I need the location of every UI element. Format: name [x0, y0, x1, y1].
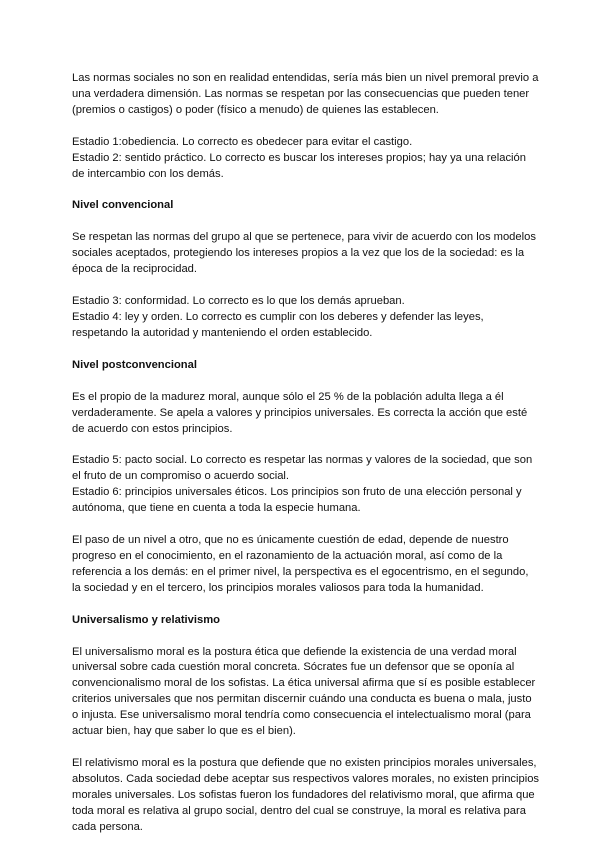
stage-1-text: Estadio 1:obediencia. Lo correcto es obedecer para evitar el castigo. — [72, 135, 413, 148]
stage-4-text: Estadio 4: ley y orden. Lo correcto es cumplir con los deberes y defender las leyes, respetando la autoridad y manteniendo el orden establecido. — [72, 310, 484, 339]
postconventional-intro: Es el propio de la madurez moral, aunque sólo el 25 % de la población adulta llega a él verdaderamente. Se apela a valores y principios universales. Es correcta la acción que esté de acuerdo con estos principios. — [72, 390, 528, 435]
level-transition-paragraph: El paso de un nivel a otro, que no es únicamente cuestión de edad, depende de nuestro progreso en el conocimiento, en el razonamiento de la actuación moral, así como de la referencia a los demás: en el primer nivel, la perspectiva es el egocentrismo, en el segundo, la sociedad y en el tercero, los principios morales valiosos para toda la humanidad. — [72, 534, 529, 594]
stage-2-text: Estadio 2: sentido práctico. Lo correcto es buscar los intereses propios; hay ya una relación de intercambio con los demás. — [72, 151, 526, 180]
universalism-paragraph: El universalismo moral es la postura ética que defiende la existencia de una verdad moral universal sobre cada cuestión moral concreta. Sócrates fue un defensor que se oponía al convencionalismo moral de los sofistas. La ética universal afirma que sí es posible establecer criterios universales que nos permitan discernir cuándo una conducta es buena o mala, justo o injusta. Ese universalismo moral tendría como consecuencia el intelectualismo moral (para actuar bien, hay que saber lo que es el bien). — [72, 645, 536, 738]
postconventional-heading: Nivel postconvencional — [72, 358, 197, 371]
conventional-heading: Nivel convencional — [72, 199, 174, 212]
intro-paragraph: Las normas sociales no son en realidad entendidas, sería más bien un nivel premoral previo a una verdadera dimensión. Las normas se respetan por las consecuencias que pueden tener (premios o castigos) o poder (físico a menudo) de quienes las establecen. — [72, 72, 539, 116]
stage-6-text: Estadio 6: principios universales éticos. Los principios son fruto de una elección personal y autónoma, que tiene en cuenta a toda la especie humana. — [72, 486, 522, 515]
stage-3-text: Estadio 3: conformidad. Lo correcto es lo que los demás aprueban. — [72, 295, 405, 308]
relativism-paragraph: El relativismo moral es la postura que defiende que no existen principios morales universales, absolutos. Cada sociedad debe aceptar sus respectivos valores morales, no existen principios morales universales. Los sofistas fueron los fundadores del relativismo moral, que afirma que toda moral es relativa al grupo social, dentro del cual se construye, la moral es relativa para cada persona. — [72, 757, 540, 833]
stage-5-text: Estadio 5: pacto social. Lo correcto es respetar las normas y valores de la sociedad, que son el fruto de un compromiso o acuerdo social. — [72, 454, 533, 483]
universalism-heading: Universalismo y relativismo — [72, 613, 220, 626]
conventional-intro: Se respetan las normas del grupo al que se pertenece, para vivir de acuerdo con los modelos sociales aceptados, protegiendo los intereses propios a la vez que los de la sociedad: es la época de la reciprocidad. — [72, 231, 536, 276]
